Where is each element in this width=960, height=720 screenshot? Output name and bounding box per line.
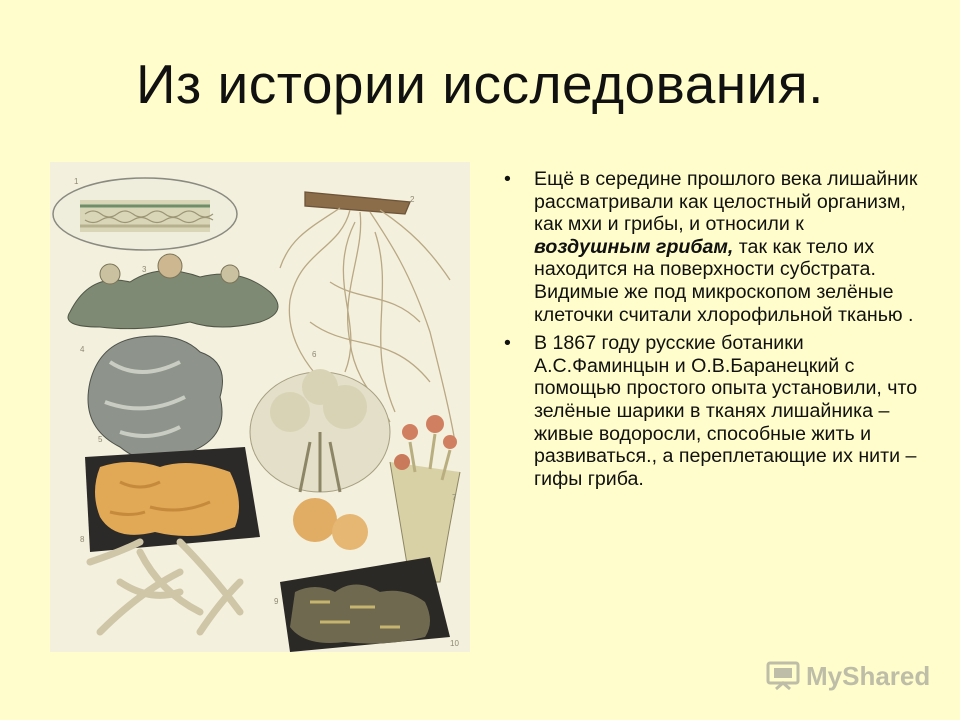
bullet-text: Ещё в середине прошлого века лишайник рассматривали как целостный организм, как мхи и грибы, и относили к	[534, 168, 918, 236]
presentation-icon	[766, 661, 800, 691]
foliose-lichen	[88, 336, 223, 461]
bullet-marker: •	[504, 332, 511, 355]
watermark-logo	[766, 656, 930, 696]
rock-lichen	[280, 557, 450, 652]
figure-number: 6	[312, 350, 317, 359]
figure-number: 7	[452, 493, 457, 502]
figure-number: 10	[450, 639, 459, 648]
bullet-text: В 1867 году русские ботаники А.С.Фаминцын и О.В.Баранецкий с помощью простого опыта установили, что зелёные шарики в тканях лишайника – живые водоросли, способные жить и развиваться., а переплетающие их нити – гифы гриба.	[534, 332, 918, 490]
bullet-item	[498, 332, 918, 490]
cup-lichen	[390, 415, 460, 582]
figure-number: 5	[98, 435, 103, 444]
branching-lichen	[90, 542, 240, 632]
slide-title: Из истории исследования.	[136, 53, 824, 115]
figure-number: 9	[274, 597, 279, 606]
figure-number: 3	[142, 265, 147, 274]
lichen-cross-section	[53, 178, 237, 250]
bullet-emphasis: воздушным грибам,	[534, 235, 734, 258]
bullet-list	[498, 168, 918, 496]
figure-number: 1	[74, 177, 79, 186]
watermark-text: MyShared	[806, 660, 931, 691]
figure-number: 4	[80, 345, 85, 354]
bullet-item	[498, 168, 918, 326]
lichen-illustration	[50, 162, 470, 652]
leafy-lichen	[68, 254, 278, 329]
figure-number: 8	[80, 535, 85, 544]
figure-number: 2	[410, 195, 415, 204]
shrubby-lichen	[250, 369, 390, 492]
bullet-text: так как тело их находится на поверхности субстрата. Видимые же под микроскопом зелёные клеточки считали хлорофильной тканью .	[534, 235, 914, 326]
bullet-marker: •	[504, 168, 511, 190]
